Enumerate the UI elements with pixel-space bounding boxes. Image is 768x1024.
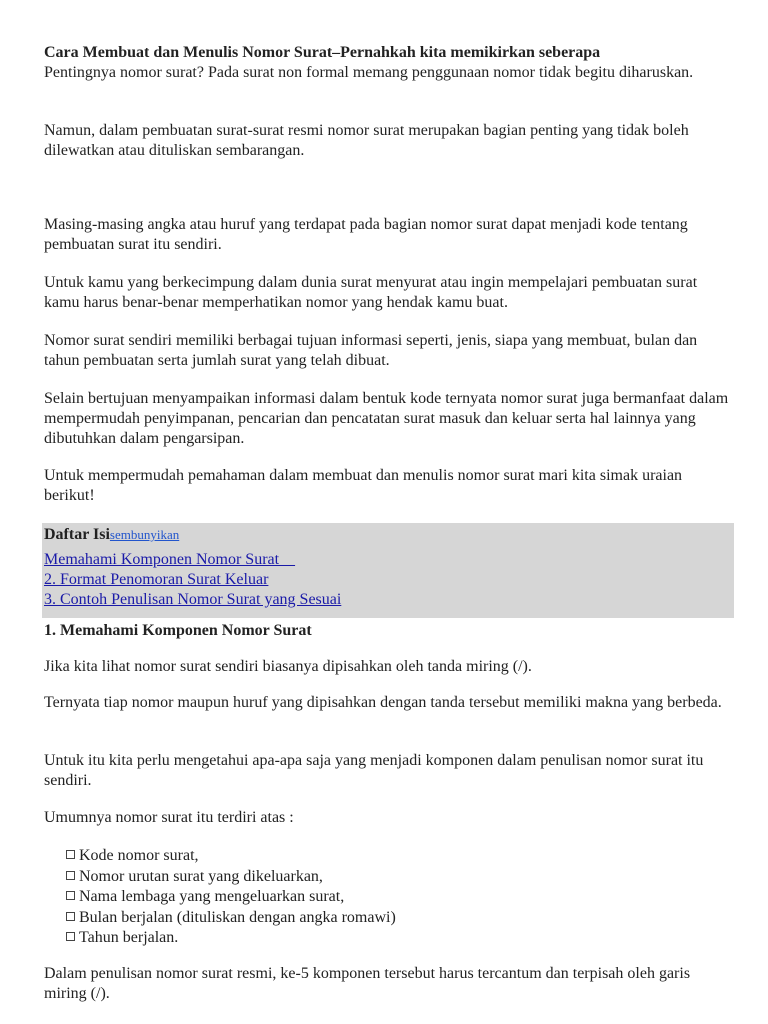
list-item: Tahun berjalan.	[66, 928, 726, 949]
toc-header	[44, 525, 179, 545]
paragraph: Ternyata tiap nomor maupun huruf yang dipisahkan dengan tanda tersebut memiliki makna yang berbeda.	[44, 694, 722, 711]
paragraph: Selain bertujuan menyampaikan informasi dalam bentuk kode ternyata nomor surat juga bermanfaat dalam mempermudah penyimpanan, pencarian dan pencatatan surat masuk dan keluar serta hal lainnya yang dibutuhkan dalam pengarsipan.	[44, 390, 729, 447]
toc-heading: Daftar Isi	[44, 526, 110, 543]
toc-toggle-link[interactable]: sembunyikan	[109, 527, 180, 542]
intro-paragraph	[44, 43, 734, 83]
checkbox-icon	[66, 850, 75, 859]
article-title: Cara Membuat dan Menulis Nomor Surat–Pernahkah kita memikirkan seberapa	[44, 44, 601, 61]
paragraph: Masing-masing angka atau huruf yang terdapat pada bagian nomor surat dapat menjadi kode tentang pembuatan surat itu sendiri.	[44, 216, 688, 253]
list-item: Kode nomor surat,	[66, 846, 726, 867]
list-item: Bulan berjalan (dituliskan dengan angka romawi)	[66, 908, 726, 929]
checkbox-icon	[66, 891, 75, 900]
paragraph: Dalam penulisan nomor surat resmi, ke-5 komponen tersebut harus tercantum dan terpisah oleh garis miring (/).	[44, 965, 691, 1002]
paragraph: Jika kita lihat nomor surat sendiri biasanya dipisahkan oleh tanda miring (/).	[44, 658, 532, 675]
paragraph: Umumnya nomor surat itu terdiri atas :	[44, 809, 294, 826]
checkbox-icon	[66, 932, 75, 941]
paragraph: Namun, dalam pembuatan surat-surat resmi nomor surat merupakan bagian penting yang tidak boleh dilewatkan atau dituliskan sembarangan.	[44, 122, 689, 159]
paragraph: Untuk itu kita perlu mengetahui apa-apa saja yang menjadi komponen dalam penulisan nomor surat itu sendiri.	[44, 752, 704, 789]
paragraph: Untuk mempermudah pemahaman dalam membuat dan menulis nomor surat mari kita simak uraian berikut!	[44, 467, 683, 504]
component-list	[66, 846, 726, 949]
checkbox-icon	[66, 871, 75, 880]
toc-link-1[interactable]: Memahami Komponen Nomor Surat	[44, 551, 296, 568]
list-item: Nomor urutan surat yang dikeluarkan,	[66, 867, 726, 888]
toc-link-3[interactable]: 3. Contoh Penulisan Nomor Surat yang Sesuai	[44, 591, 342, 608]
checkbox-icon	[66, 912, 75, 921]
list-item: Nama lembaga yang mengeluarkan surat,	[66, 887, 726, 908]
paragraph: Untuk kamu yang berkecimpung dalam dunia surat menyurat atau ingin mempelajari pembuatan surat kamu harus benar-benar memperhatikan nomor yang hendak kamu buat.	[44, 274, 698, 311]
paragraph: Nomor surat sendiri memiliki berbagai tujuan informasi seperti, jenis, siapa yang membuat, bulan dan tahun pembuatan serta jumlah surat yang telah dibuat.	[44, 332, 698, 369]
toc-link-2[interactable]: 2. Format Penomoran Surat Keluar	[44, 571, 269, 588]
title-continuation: Pentingnya nomor surat? Pada surat non formal memang penggunaan nomor tidak begitu diharuskan.	[44, 64, 694, 81]
table-of-contents	[42, 523, 734, 618]
section-heading: 1. Memahami Komponen Nomor Surat	[44, 622, 312, 639]
